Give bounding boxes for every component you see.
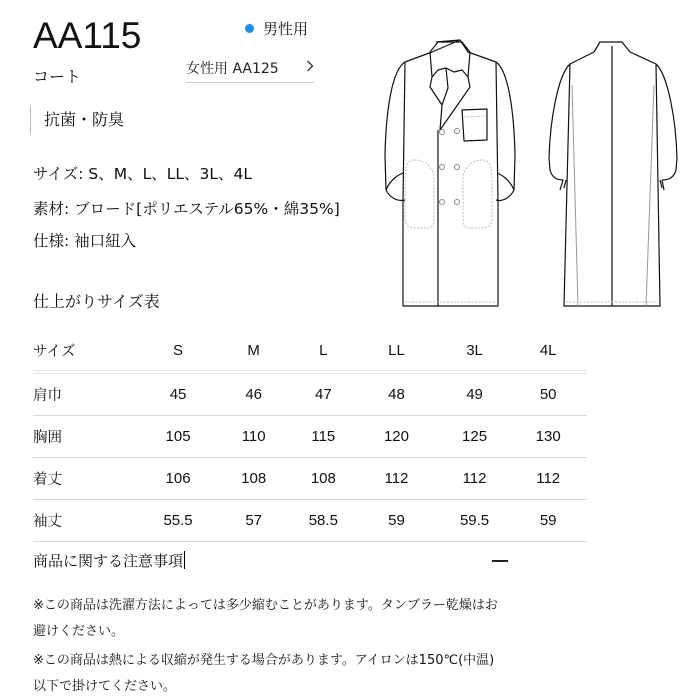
table-cell: 46: [214, 372, 294, 416]
table-row: [33, 416, 587, 458]
table-cell: 125: [440, 416, 510, 458]
table-cell: 59: [353, 500, 440, 542]
row-label: 袖丈: [33, 500, 142, 542]
table-cell: 130: [509, 416, 587, 458]
notes-heading: [33, 550, 185, 571]
header-cell: サイズ: [33, 330, 142, 372]
table-cell: 57: [214, 500, 294, 542]
chevron-right-icon: [306, 60, 314, 76]
table-cell: 105: [142, 416, 214, 458]
table-row: [33, 500, 587, 542]
note-line: 避けください。: [33, 624, 125, 639]
table-cell: 47: [293, 372, 353, 416]
note-item: [33, 593, 513, 645]
table-row: [33, 458, 587, 500]
dot-icon: [245, 24, 254, 33]
gender-indicator: [245, 18, 308, 39]
table-cell: 48: [353, 372, 440, 416]
table-cell: 45: [142, 372, 214, 416]
header-cell: 4L: [509, 330, 587, 372]
table-row: [33, 372, 587, 416]
spec-material: 素材: ブロード[ポリエステル65%・綿35%]: [33, 200, 340, 218]
header-cell: 3L: [440, 330, 510, 372]
size-table-title: 仕上がりサイズ表: [33, 292, 160, 311]
spec-detail: 仕様: 袖口紐入: [33, 232, 137, 250]
spec-size: サイズ: S、M、L、LL、3L、4L: [33, 165, 253, 183]
table-cell: 106: [142, 458, 214, 500]
row-label: 着丈: [33, 458, 142, 500]
table-cell: 115: [293, 416, 353, 458]
coat-back-illustration: [540, 30, 700, 320]
note-item: [33, 648, 513, 700]
note-line: 以下で掛けてください。: [33, 679, 177, 694]
table-cell: 112: [509, 458, 587, 500]
table-cell: 112: [353, 458, 440, 500]
table-cell: 59.5: [440, 500, 510, 542]
table-cell: 49: [440, 372, 510, 416]
minus-icon[interactable]: [492, 560, 508, 562]
product-code: AA115: [33, 15, 142, 56]
table-cell: 110: [214, 416, 294, 458]
table-cell: 58.5: [293, 500, 353, 542]
size-table: [33, 330, 587, 542]
table-cell: 59: [509, 500, 587, 542]
table-cell: 120: [353, 416, 440, 458]
header-cell: L: [293, 330, 353, 372]
table-cell: 108: [214, 458, 294, 500]
row-label: 胸囲: [33, 416, 142, 458]
table-cell: 50: [509, 372, 587, 416]
note-line: ※この商品は洗濯方法によっては多少縮むことがあります。タンブラー乾燥はお: [33, 598, 498, 613]
row-label: 肩巾: [33, 372, 142, 416]
header-cell: LL: [353, 330, 440, 372]
note-line: ※この商品は熱による収縮が発生する場合があります。アイロンは150℃(中温): [33, 653, 495, 668]
table-cell: 112: [440, 458, 510, 500]
feature-tag: 抗菌・防臭: [30, 106, 124, 134]
table-header-row: [33, 330, 587, 372]
header-cell: S: [142, 330, 214, 372]
alt-link-label: 女性用 AA125: [186, 61, 279, 77]
table-cell: 55.5: [142, 500, 214, 542]
notes-accordion-header[interactable]: [33, 550, 508, 571]
coat-front-illustration: [370, 30, 550, 320]
table-cell: 108: [293, 458, 353, 500]
gender-label: 男性用: [263, 20, 309, 38]
notes-heading-text: 商品に関する注意事項: [33, 552, 184, 570]
header-cell: M: [214, 330, 294, 372]
product-type: コート: [33, 67, 82, 86]
womens-version-link[interactable]: [186, 58, 314, 83]
text-caret: [184, 551, 185, 569]
